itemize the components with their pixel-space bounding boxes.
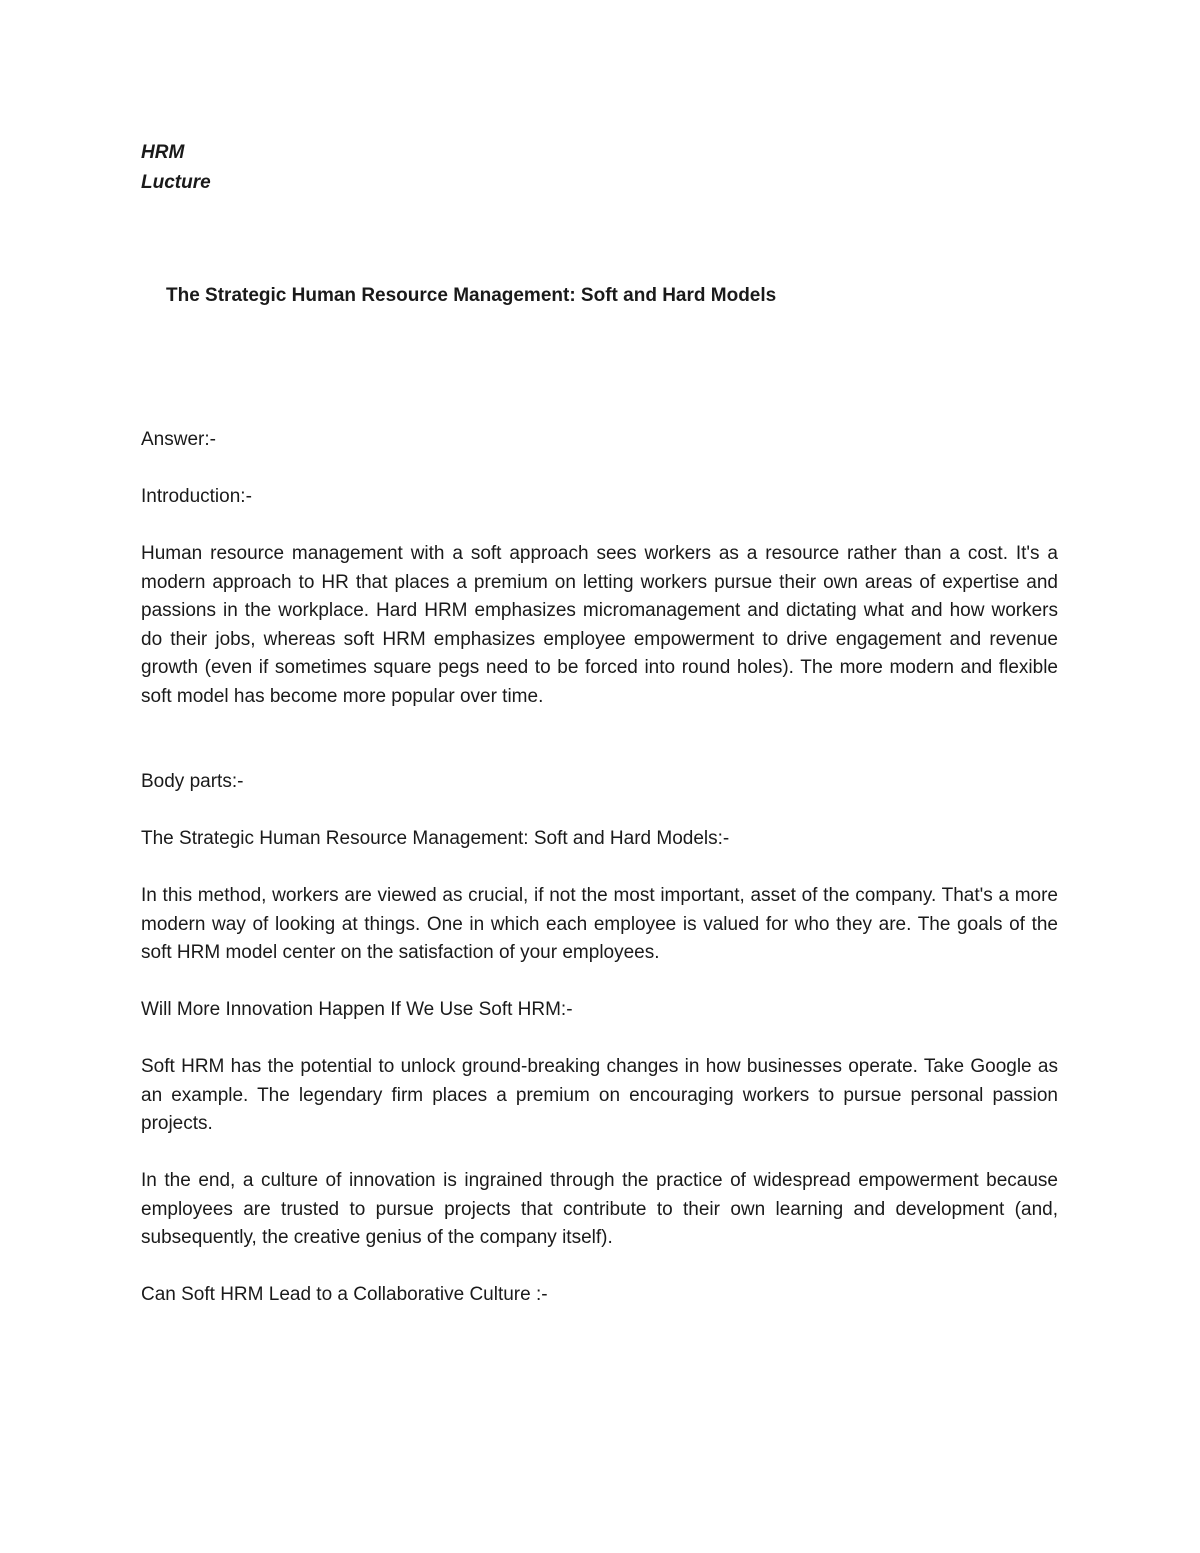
section-heading-collaborative: Can Soft HRM Lead to a Collaborative Culture :- [141, 1284, 548, 1305]
introduction-heading: Introduction:- [141, 486, 252, 507]
course-code: HRM [141, 142, 185, 163]
section-heading-innovation: Will More Innovation Happen If We Use Soft HRM:- [141, 999, 573, 1020]
body-parts-heading: Body parts:- [141, 771, 244, 792]
section-paragraph-innovation-1: Soft HRM has the potential to unlock ground-breaking changes in how businesses operate. Take Google as an example. The legendary firm places a premium on encouraging workers to pursue personal passion projects. [141, 1056, 1058, 1134]
section-heading-models: The Strategic Human Resource Management: Soft and Hard Models:- [141, 828, 730, 849]
answer-label: Answer:- [141, 429, 216, 450]
introduction-paragraph: Human resource management with a soft approach sees workers as a resource rather than a cost. It's a modern approach to HR that places a premium on letting workers pursue their own areas of expertise and passions in the workplace. Hard HRM emphasizes micromanagement and dictating what and how workers do their jobs, whereas soft HRM emphasizes employee empowerment to drive engagement and revenue growth (even if sometimes square pegs need to be forced into round holes). The more modern and flexible soft model has become more popular over time. [141, 543, 1058, 707]
section-paragraph-innovation-2: In the end, a culture of innovation is ingrained through the practice of widespread empowerment because employees are trusted to pursue projects that contribute to their own learning and development (and, subsequently, the creative genius of the company itself). [141, 1170, 1058, 1248]
course-subtitle: Lucture [141, 172, 211, 193]
section-paragraph-models: In this method, workers are viewed as crucial, if not the most important, asset of the company. That's a more modern way of looking at things. One in which each employee is valued for who they are. The goals of the soft HRM model center on the satisfaction of your employees. [141, 885, 1058, 963]
document-title: The Strategic Human Resource Management: Soft and Hard Models [166, 285, 777, 306]
